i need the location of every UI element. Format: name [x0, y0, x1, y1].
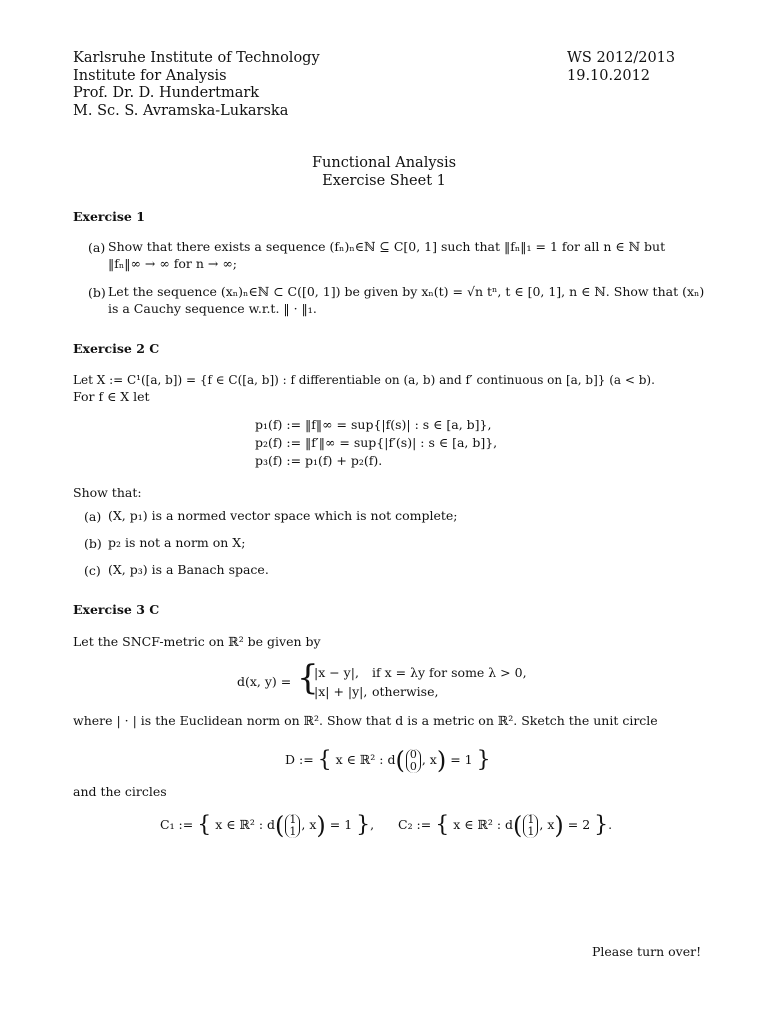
exercise-3-heading: Exercise 3 C: [73, 602, 160, 617]
close-brace: }: [476, 747, 491, 773]
professor-name: Prof. Dr. D. Hundertmark: [73, 85, 260, 101]
vector-C1: [285, 814, 300, 838]
set-D-post: , x: [421, 752, 437, 767]
set-C1-pre: x ∈ ℝ² : d: [215, 817, 276, 832]
sheet-title: Exercise Sheet 1: [322, 173, 446, 189]
vector-D-top: 0: [409, 747, 417, 761]
date-block: [567, 50, 675, 85]
open-brace: {: [197, 812, 212, 838]
open-brace: {: [317, 747, 332, 773]
metric-lhs: d(x, y) =: [237, 674, 292, 689]
semester: WS 2012/2013: [567, 50, 676, 66]
close-paren: ): [316, 811, 326, 840]
open-brace: {: [435, 812, 450, 838]
set-C2-eq: = 2: [567, 817, 591, 832]
ex1-a-label: (a): [88, 240, 106, 255]
open-paren: (: [395, 746, 405, 775]
ex1-b-line1: Let the sequence (xₙ)ₙ∈ℕ ⊂ C([0, 1]) be given by xₙ(t) = √n tⁿ, t ∈ [0, 1], n ∈ ℕ. Show that (xₙ): [108, 284, 705, 299]
course-title: Functional Analysis: [311, 155, 457, 171]
case1-value: |x − y|,: [314, 665, 359, 680]
set-C2-post: , x: [539, 817, 555, 832]
date: 19.10.2012: [567, 67, 651, 84]
ex2-c-label: (c): [84, 563, 101, 578]
page-title: [0, 154, 768, 190]
vector-C2: [523, 814, 538, 838]
exercise-1-heading: Exercise 1: [73, 209, 145, 224]
case1-condition: if x = λy for some λ > 0,: [372, 665, 527, 680]
vector-D-bottom: 0: [409, 759, 417, 773]
exercise-2-heading: Exercise 2 C: [73, 341, 160, 356]
ex2-intro-line1: Let X := C¹([a, b]) = {f ∈ C([a, b]) : f differentiable on (a, b) and f′ continuous on [a, b]} (a < b).: [73, 373, 655, 387]
ex1-a-line2: ‖fₙ‖∞ → ∞ for n → ∞;: [108, 256, 237, 271]
vector-C1-bottom: 1: [289, 824, 297, 838]
institution-block: [73, 50, 320, 120]
equation-p3: p₃(f) := p₁(f) + p₂(f).: [255, 453, 383, 468]
close-paren: ): [554, 811, 564, 840]
equation-p1: p₁(f) := ‖f‖∞ = sup{|f(s)| : s ∈ [a, b]},: [255, 417, 492, 432]
set-C1-tail: ,: [370, 817, 375, 832]
ex1-b-line2: is a Cauchy sequence w.r.t. ‖ · ‖₁.: [108, 301, 317, 316]
ex3-and-circles: and the circles: [73, 784, 167, 799]
equation-p2: p₂(f) := ‖f′‖∞ = sup{|f′(s)| : s ∈ [a, b]},: [255, 435, 498, 450]
open-paren: (: [275, 811, 285, 840]
ex1-b-label: (b): [88, 285, 106, 300]
vector-C2-bottom: 1: [527, 824, 535, 838]
ex1-a-line1: Show that there exists a sequence (fₙ)ₙ∈ℕ ⊆ C[0, 1] such that ‖fₙ‖₁ = 1 for all n ∈ ℕ but: [108, 239, 666, 254]
vector-C2-top: 1: [527, 812, 535, 826]
ex2-equations: [255, 416, 497, 470]
ex3-where: where | · | is the Euclidean norm on ℝ². Show that d is a metric on ℝ². Sketch the unit circle: [73, 713, 658, 728]
set-C2-lhs: C₂ :=: [398, 817, 432, 832]
set-C1: [160, 813, 374, 838]
set-C2: [398, 813, 612, 838]
set-D: [285, 748, 491, 773]
set-D-pre: x ∈ ℝ² : d: [335, 752, 396, 767]
case2-value: |x| + |y|,: [314, 684, 368, 699]
set-C1-post: , x: [301, 817, 317, 832]
assistant-name: M. Sc. S. Avramska-Lukarska: [73, 102, 289, 119]
open-paren: (: [513, 811, 523, 840]
ex2-c: (X, p₃) is a Banach space.: [108, 562, 269, 577]
turn-over-note: Please turn over!: [592, 944, 702, 959]
ex2-show-that: Show that:: [73, 485, 142, 500]
vector-C1-top: 1: [289, 812, 297, 826]
set-D-lhs: D :=: [285, 752, 314, 767]
close-brace: }: [594, 812, 609, 838]
institute-name: Institute for Analysis: [73, 67, 227, 84]
close-brace: }: [356, 812, 371, 838]
set-C1-eq: = 1: [329, 817, 353, 832]
ex2-a: (X, p₁) is a normed vector space which is not complete;: [108, 508, 458, 523]
set-D-eq: = 1: [450, 752, 473, 767]
set-C1-lhs: C₁ :=: [160, 817, 194, 832]
ex3-intro: Let the SNCF-metric on ℝ² be given by: [73, 634, 321, 649]
vector-D: [406, 749, 421, 773]
ex2-intro-line2: For f ∈ X let: [73, 389, 150, 404]
case2-condition: otherwise,: [372, 684, 439, 699]
ex2-a-label: (a): [84, 509, 102, 524]
left-brace: {: [297, 658, 319, 698]
ex2-b: p₂ is not a norm on X;: [108, 535, 246, 550]
institution-name: Karlsruhe Institute of Technology: [73, 50, 320, 66]
set-C2-pre: x ∈ ℝ² : d: [453, 817, 514, 832]
ex2-b-label: (b): [84, 536, 102, 551]
close-paren: ): [436, 746, 447, 775]
set-C2-tail: .: [608, 817, 613, 832]
